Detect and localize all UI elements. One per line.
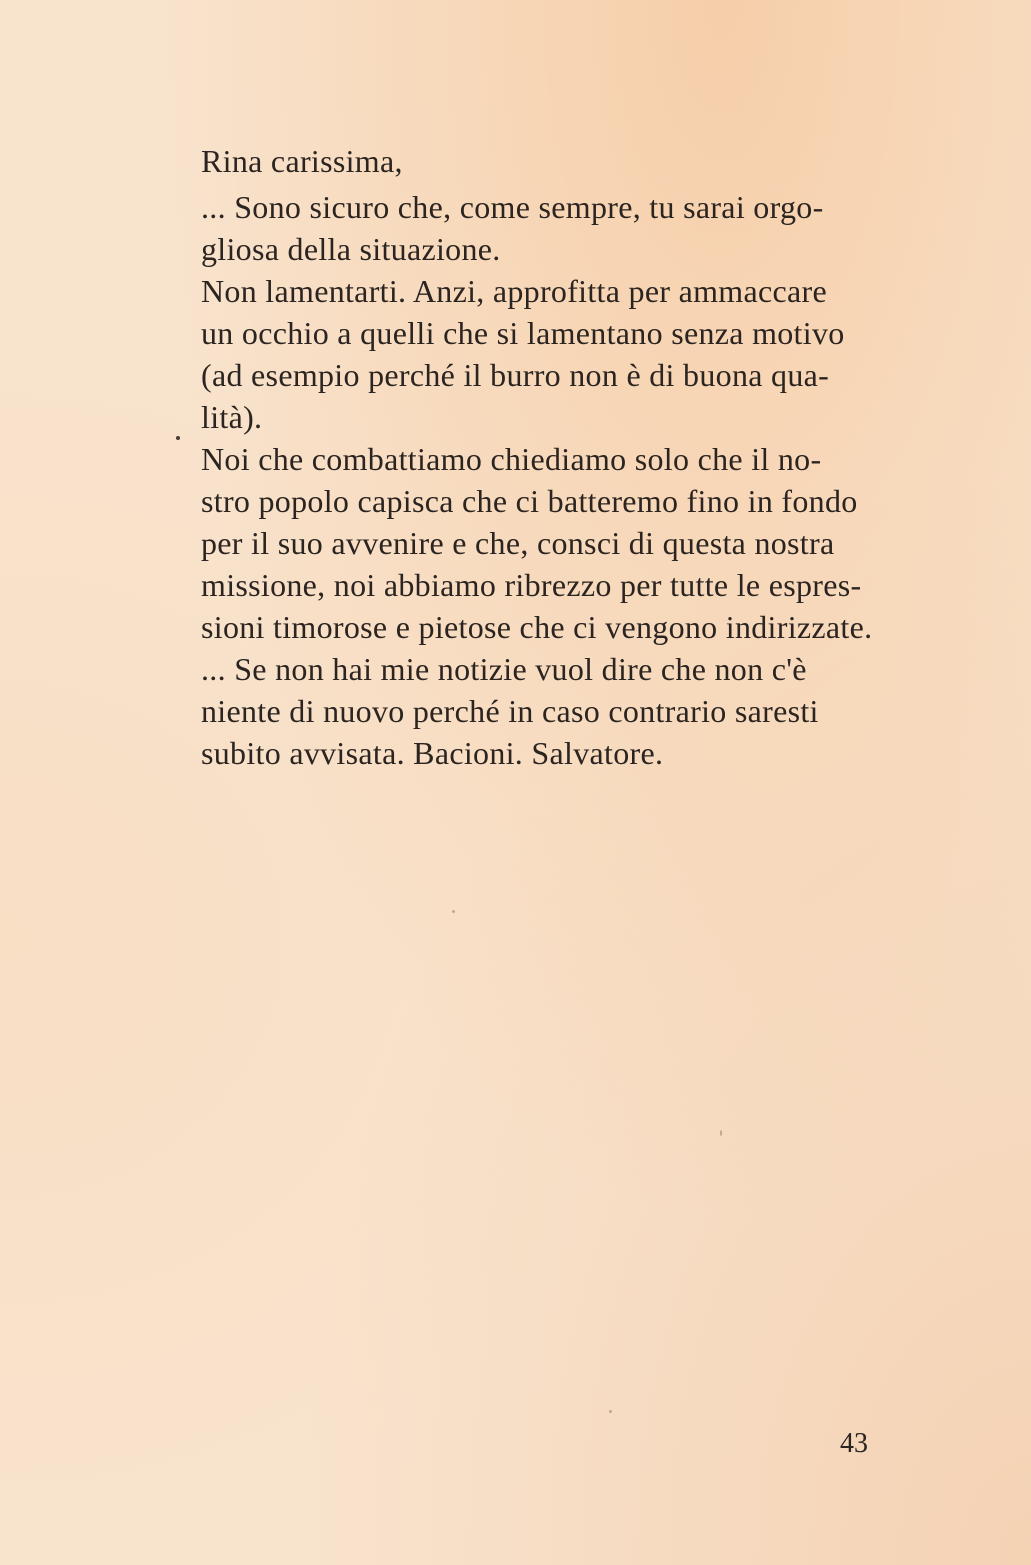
paper-speck [720, 1130, 722, 1136]
letter-line: stro popolo capisca che ci batteremo fino in fondo [201, 483, 858, 519]
letter-line: un occhio a quelli che si lamentano senza motivo [201, 315, 845, 351]
ink-speck [176, 436, 180, 440]
paper-speck [609, 1410, 612, 1413]
paper-speck [452, 910, 455, 913]
letter-line: ... Se non hai mie notizie vuol dire che non c'è [201, 651, 807, 687]
letter-line: niente di nuovo perché in caso contrario saresti [201, 693, 819, 729]
letter-line: sioni timorose e pietose che ci vengono indirizzate. [201, 609, 873, 645]
letter-line: Noi che combattiamo chiediamo solo che il no- [201, 441, 822, 477]
letter-greeting: Rina carissima, [201, 143, 403, 179]
letter-line: gliosa della situazione. [201, 231, 501, 267]
letter-body [201, 140, 881, 774]
letter-line: subito avvisata. Bacioni. Salvatore. [201, 735, 664, 771]
letter-line: Non lamentarti. Anzi, approfitta per ammaccare [201, 273, 827, 309]
page-number: 43 [840, 1428, 868, 1459]
letter-line: per il suo avvenire e che, consci di questa nostra [201, 525, 835, 561]
letter-line: missione, noi abbiamo ribrezzo per tutte le espres- [201, 567, 862, 603]
letter-line: lità). [201, 399, 263, 435]
letter-line: ... Sono sicuro che, come sempre, tu sarai orgo- [201, 189, 824, 225]
letter-line: (ad esempio perché il burro non è di buona qua- [201, 357, 830, 393]
